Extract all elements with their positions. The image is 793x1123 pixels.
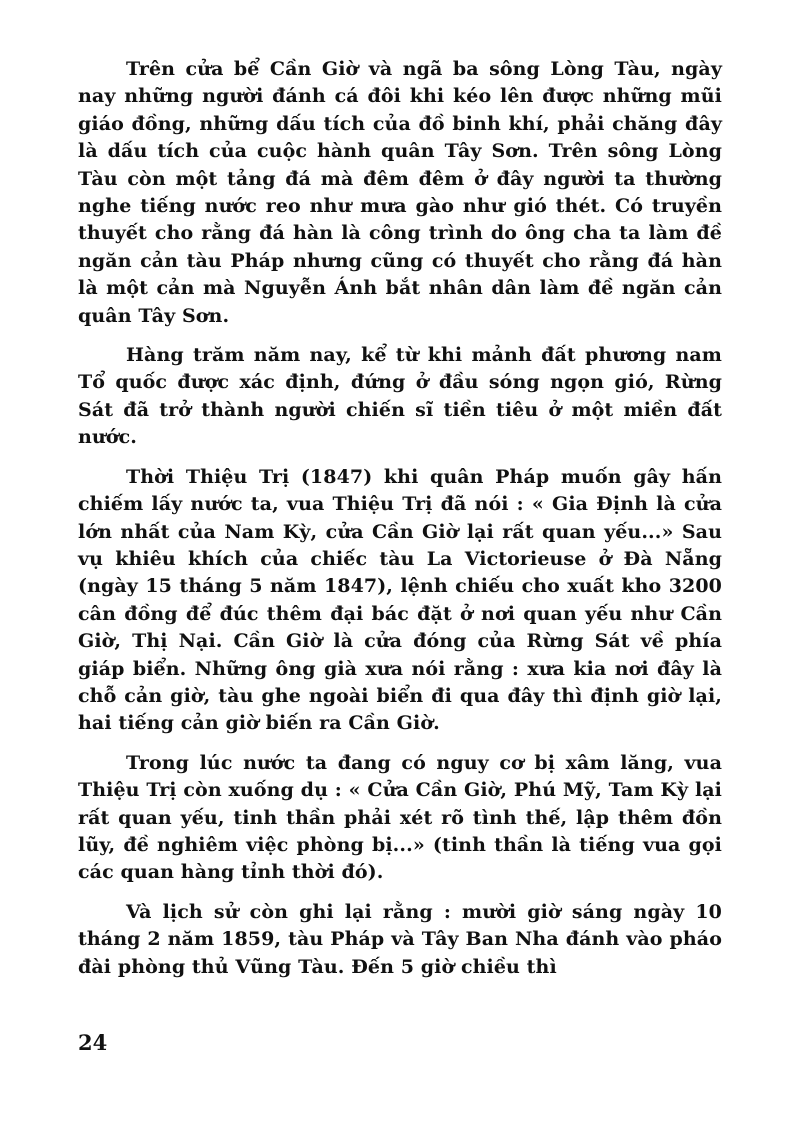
page-number: 24: [78, 1030, 108, 1055]
paragraph-2: Hàng trăm năm nay, kể từ khi mảnh đất phương nam Tổ quốc được xác định, đứng ở đầu sóng ngọn gió, Rừng Sát đã trở thành người chiến sĩ tiền tiêu ở một miền đất nước.: [78, 344, 722, 449]
page-body: [78, 56, 722, 993]
paragraph-3: Thời Thiệu Trị (1847) khi quân Pháp muốn gây hấn chiếm lấy nước ta, vua Thiệu Trị đã nói : « Gia Định là cửa lớn nhất của Nam Kỳ, cửa Cần Giờ lại rất quan yếu...» Sau vụ khiêu khích của chiếc tàu La Victorieuse ở Đà Nẵng (ngày 15 tháng 5 năm 1847), lệnh chiếu cho xuất kho 3200 cân đồng để đúc thêm đại bác đặt ở nơi quan yếu như Cần Giờ, Thị Nại. Cần Giờ là cửa đóng của Rừng Sát về phía giáp biển. Những ông già xưa nói rằng : xưa kia nơi đây là chỗ cản giờ, tàu ghe ngoài biển đi qua đây thì định giờ lại, hai tiếng cản giờ biến ra Cần Giờ.: [78, 465, 722, 735]
paragraph-5: Và lịch sử còn ghi lại rằng : mười giờ sáng ngày 10 tháng 2 năm 1859, tàu Pháp và Tây Ban Nha đánh vào pháo đài phòng thủ Vũng Tàu. Đến 5 giờ chiều thì: [78, 900, 722, 978]
paragraph-1: Trên cửa bể Cần Giờ và ngã ba sông Lòng Tàu, ngày nay những người đánh cá đôi khi kéo lên được những mũi giáo đồng, những dấu tích của đồ binh khí, phải chăng đây là dấu tích của cuộc hành quân Tây Sơn. Trên sông Lòng Tàu còn một tảng đá mà đêm đêm ở đây người ta thường nghe tiếng nước reo như mưa gào như gió thét. Có truyền thuyết cho rằng đá hàn là công trình do ông cha ta làm đề ngăn cản tàu Pháp nhưng cũng có thuyết cho rằng đá hàn là một cản mà Nguyễn Ánh bắt nhân dân làm đề ngăn cản quân Tây Sơn.: [78, 58, 722, 327]
paragraph-4: Trong lúc nước ta đang có nguy cơ bị xâm lăng, vua Thiệu Trị còn xuống dụ : « Cửa Cần Giờ, Phú Mỹ, Tam Kỳ lại rất quan yếu, tinh thần phải xét rõ tình thế, lập thêm đồn lũy, đề nghiêm việc phòng bị...» (tinh thần là tiếng vua gọi các quan hàng tỉnh thời đó).: [78, 751, 722, 884]
